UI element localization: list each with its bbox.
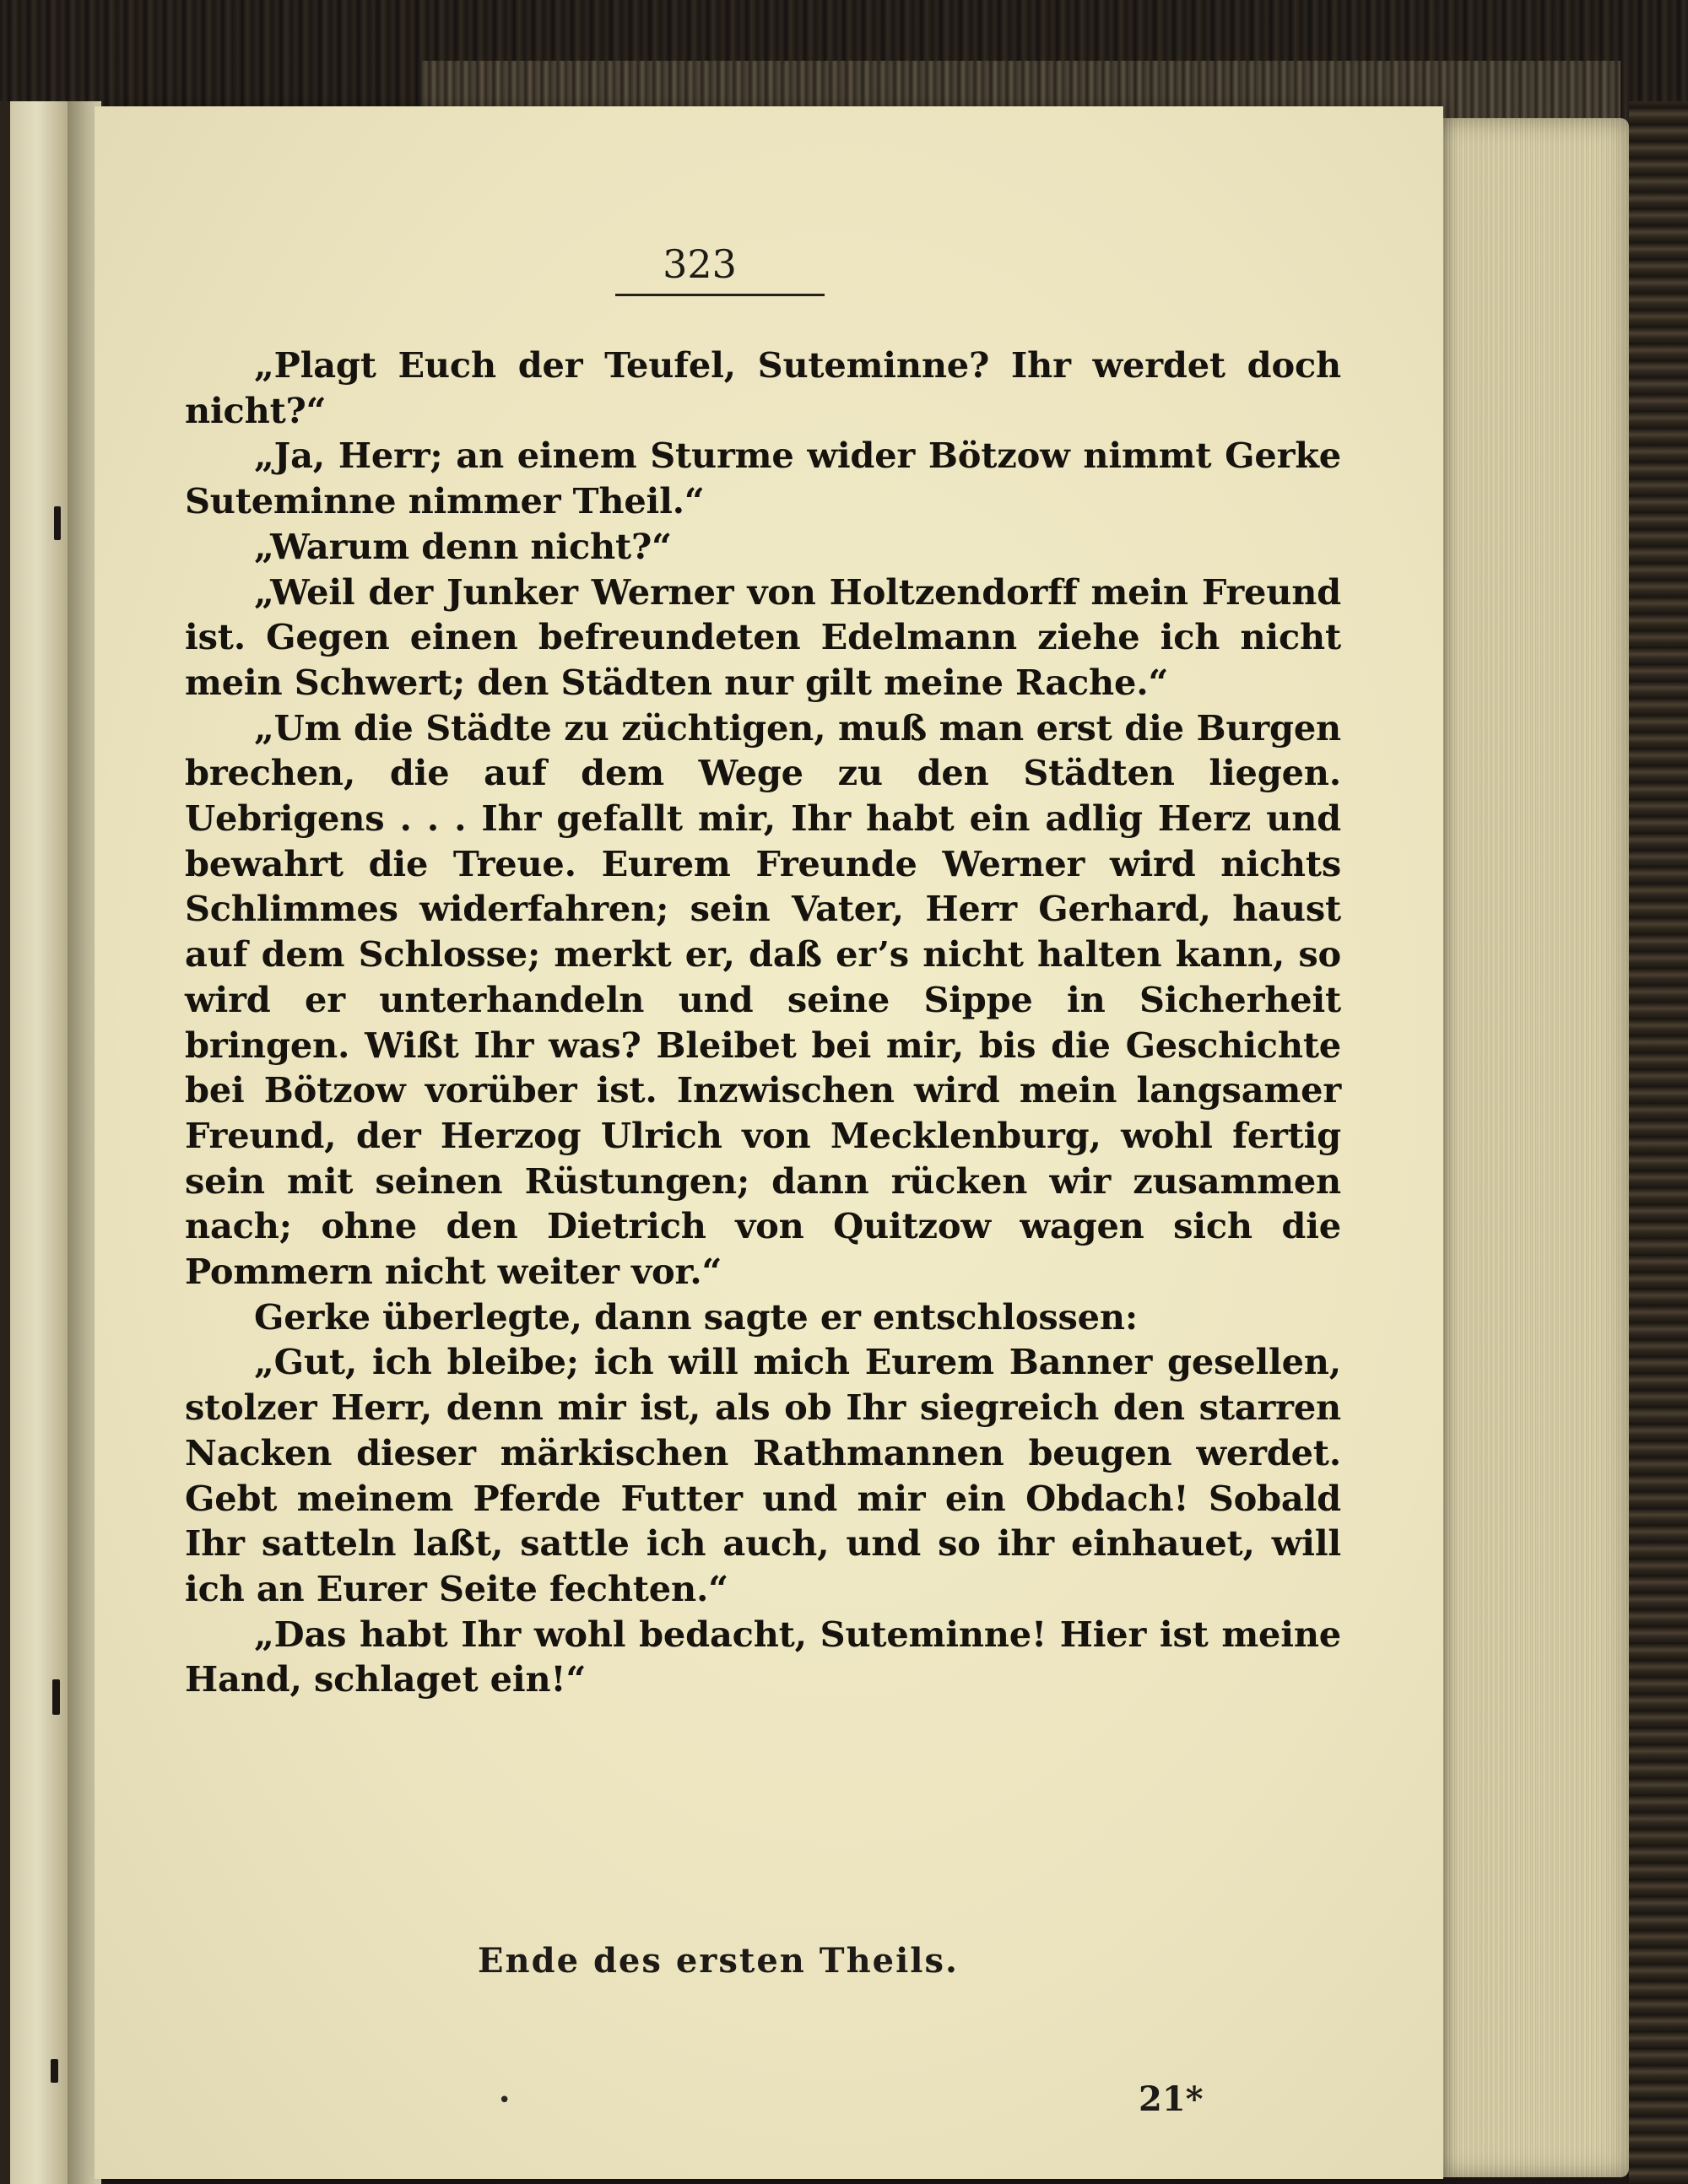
header-rule (615, 294, 825, 296)
paragraph: „Um die Städte zu züchtigen, muß man erst die Burgen brechen, die auf dem Wege zu den Städten liegen. Uebrigens . . . Ihr gefallt mir, Ihr habt ein adlig Herz und bewahrt die Treue. Eurem Freunde Werner wird nichts Schlimmes widerfahren; sein Vater, Herr Gerhard, haust auf dem Schlosse; merkt er, daß er’s nicht halten kann, so wird er unterhandeln und seine Sippe in Sicherheit bringen. Wißt Ihr was? Bleibet bei mir, bis die Geschichte bei Bötzow vorüber ist. Inzwischen wird mein langsamer Freund, der Herzog Ulrich von Mecklenburg, wohl fertig sein mit seinen Rüstungen; dann rücken wir zusammen nach; ohne den Dietrich von Quitzow wagen sich die Pommern nicht weiter vor.“ (185, 706, 1341, 1293)
book-cover-edge (0, 101, 10, 2184)
paragraph: Gerke überlegte, dann sagte er entschlossen: (254, 1295, 1138, 1338)
signature-mark: 21* (1139, 2079, 1204, 2119)
page-block-edges (1435, 118, 1629, 2177)
printer-dot: • (498, 2088, 511, 2113)
paragraph: „Ja, Herr; an einem Sturme wider Bötzow nimmt Gerke Suteminne nimmer Theil.“ (185, 435, 1341, 522)
body-text (185, 343, 1341, 1702)
page-number: 323 (663, 241, 737, 287)
paragraph: „Gut, ich bleibe; ich will mich Eurem Banner gesellen, stolzer Herr, denn mir ist, als ob Ihr siegreich den starren Nacken dieser märkischen Rathmannen beugen werdet. Gebt meinem Pferde Futter und mir ein Obdach! Sobald Ihr satteln laßt, sattle ich auch, und so ihr einhauet, will ich an Eurer Seite fechten.“ (185, 1341, 1341, 1609)
paragraph: „Plagt Euch der Teufel, Suteminne? Ihr werdet doch nicht?“ (185, 344, 1341, 431)
end-note: Ende des ersten Theils. (478, 1941, 959, 1981)
previous-page-edge (0, 101, 68, 2184)
paragraph: „Warum denn nicht?“ (254, 525, 672, 567)
paragraph: „Weil der Junker Werner von Holtzendorff mein Freund ist. Gegen einen befreundeten Edelmann ziehe ich nicht mein Schwert; den Städten nur gilt meine Rache.“ (185, 570, 1341, 703)
book-page (95, 106, 1443, 2179)
paragraph: „Das habt Ihr wohl bedacht, Suteminne! Hier ist meine Hand, schlaget ein!“ (185, 1613, 1341, 1700)
background-right-texture (1629, 101, 1688, 2184)
